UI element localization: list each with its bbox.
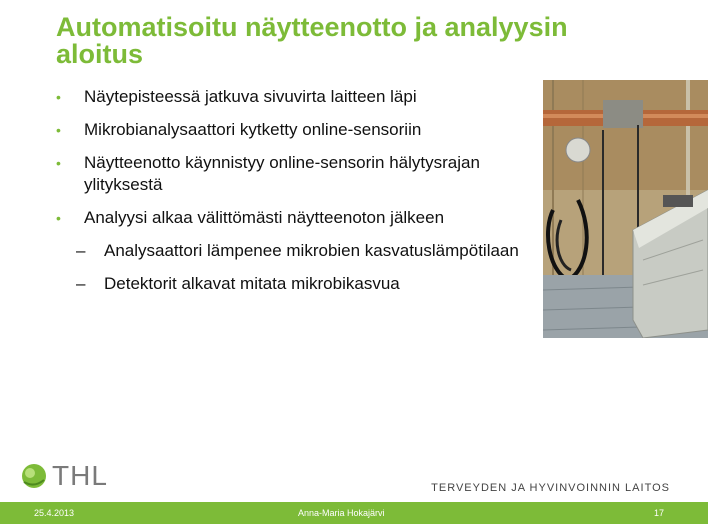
organization-name: TERVEYDEN JA HYVINVOINNIN LAITOS: [431, 482, 670, 494]
slide-title: Automatisoitu näytteenotto ja analyysin aloitus: [56, 12, 568, 69]
sub-bullet-text: Detektorit alkavat mitata mikrobikasvua: [104, 274, 400, 293]
bullet-text: Mikrobianalysaattori kytketty online-sensoriin: [84, 120, 422, 139]
bullet-text: Näytepisteessä jatkuva sivuvirta laitteen läpi: [84, 87, 417, 106]
bullet-dot-icon: •: [56, 89, 61, 105]
dash-icon: –: [76, 274, 86, 293]
bullet-dot-icon: •: [56, 210, 61, 226]
thl-logo-icon: [20, 462, 48, 490]
sub-bullet-item: [56, 273, 526, 295]
bullet-item: [56, 86, 526, 108]
bullet-item: [56, 207, 526, 229]
bullet-text: Näytteenotto käynnistyy online-sensorin hälytysrajan ylityksestä: [84, 153, 480, 194]
sub-bullet-item: [56, 240, 526, 262]
page-number: 17: [653, 508, 664, 518]
bullet-dot-icon: •: [56, 122, 61, 138]
bullet-text: Analyysi alkaa välittömästi näytteenoton jälkeen: [84, 208, 445, 227]
bullet-item: [56, 152, 526, 196]
bullet-dot-icon: •: [56, 155, 61, 171]
bullet-item: [56, 119, 526, 141]
sub-bullet-text: Analysaattori lämpenee mikrobien kasvatuslämpötilaan: [104, 241, 519, 260]
footer-bar: [0, 502, 708, 524]
analyzer-photo: [543, 80, 708, 338]
thl-logo: [20, 460, 108, 492]
footer-author: Anna-Maria Hokajärvi: [298, 508, 385, 518]
bullet-list: [56, 86, 526, 306]
footer-date: 25.4.2013: [34, 508, 75, 518]
dash-icon: –: [76, 241, 86, 260]
logo-text: THL: [52, 460, 108, 491]
